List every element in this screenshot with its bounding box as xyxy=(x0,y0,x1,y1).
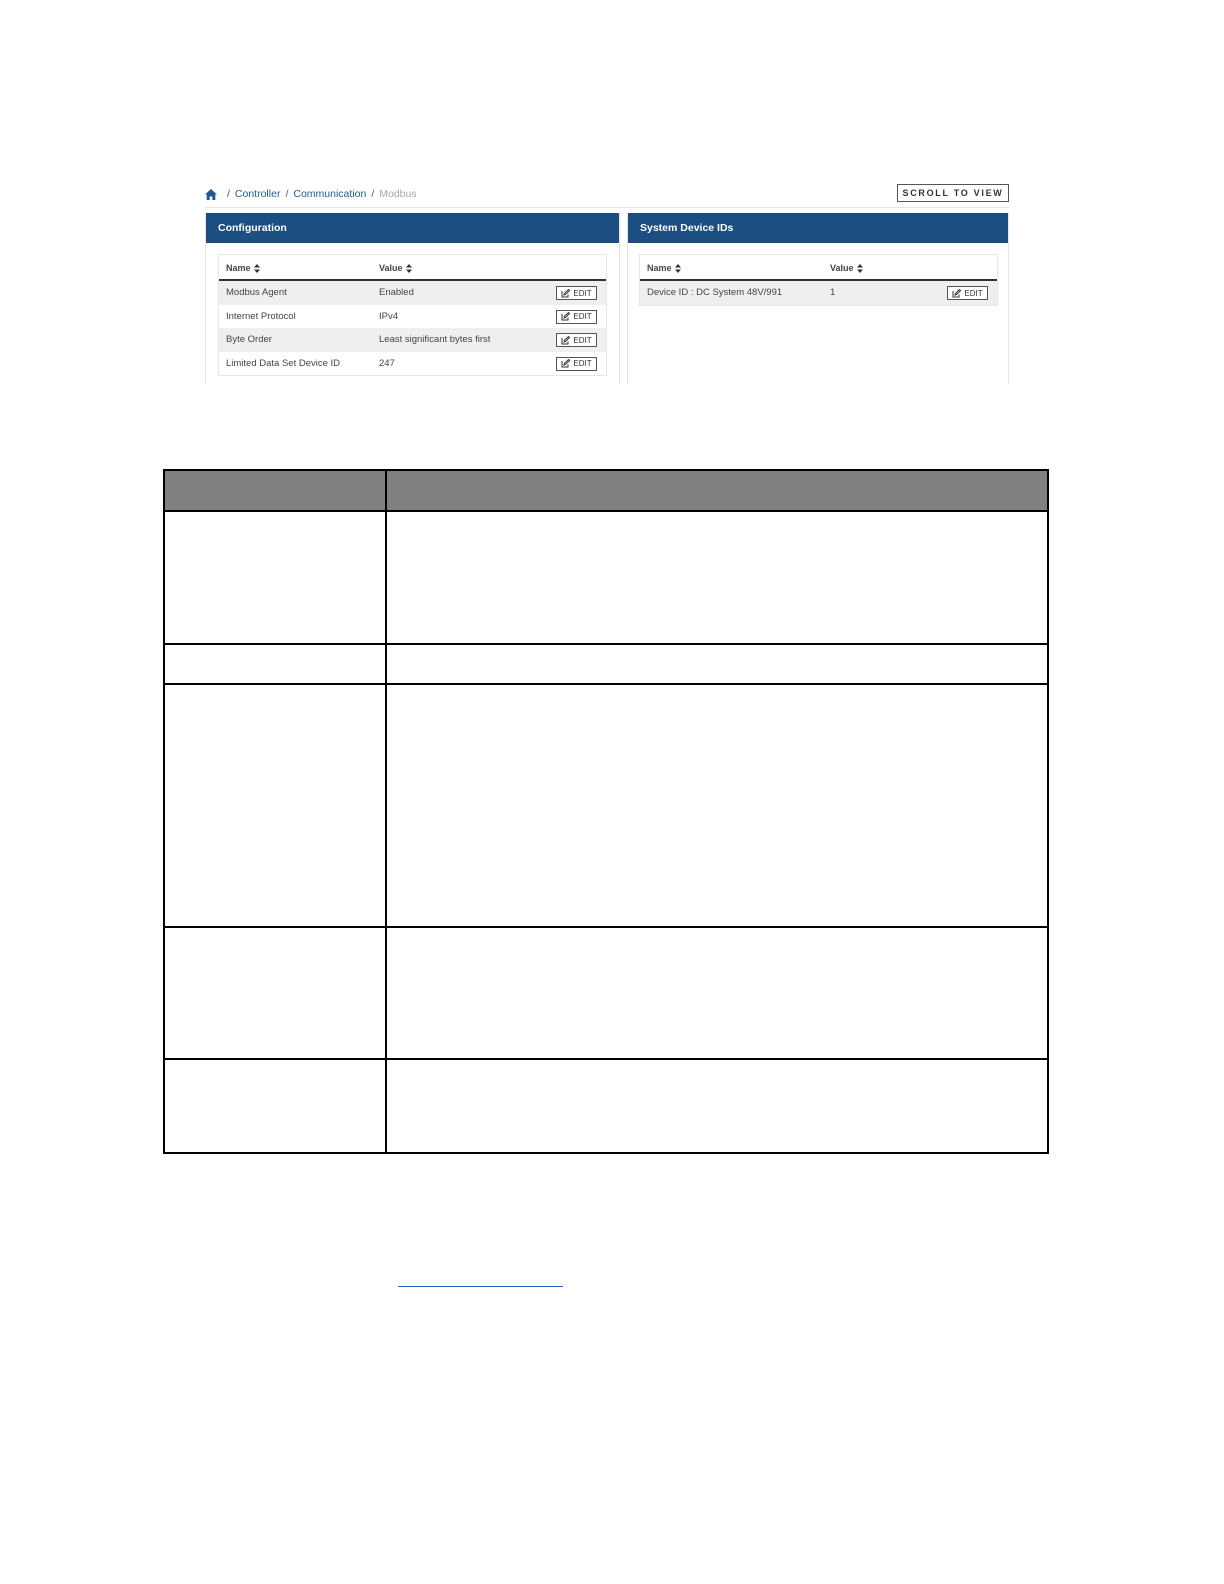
breadcrumb-link-communication[interactable]: Communication xyxy=(293,188,367,200)
edit-button[interactable] xyxy=(556,310,597,324)
table-row xyxy=(219,352,606,376)
row-divider xyxy=(165,1058,1047,1060)
scroll-to-view-button[interactable]: SCROLL TO VIEW xyxy=(897,184,1009,202)
breadcrumb-separator: / xyxy=(227,188,230,200)
edit-icon xyxy=(561,359,570,368)
hyperlink-underline[interactable] xyxy=(398,1286,563,1287)
column-header-value[interactable] xyxy=(379,263,412,273)
column-header-name-label: Name xyxy=(226,263,251,273)
edit-button-label: EDIT xyxy=(573,359,592,368)
edit-button-label: EDIT xyxy=(573,288,592,298)
column-header-name[interactable] xyxy=(226,263,260,273)
edit-button[interactable] xyxy=(947,286,988,300)
system-device-ids-table xyxy=(639,254,998,306)
table-row xyxy=(219,305,606,329)
row-name: Device ID : DC System 48V/991 xyxy=(647,287,783,298)
configuration-panel-title: Configuration xyxy=(206,213,619,243)
table-row xyxy=(219,328,606,352)
breadcrumb-bar xyxy=(205,183,1009,208)
edit-button[interactable] xyxy=(556,286,597,300)
row-value: Least significant bytes first xyxy=(379,334,491,345)
row-value: IPv4 xyxy=(379,310,399,322)
row-value: Enabled xyxy=(379,287,414,298)
edit-icon xyxy=(952,289,961,298)
breadcrumb-current: Modbus xyxy=(379,188,417,200)
sort-icon[interactable] xyxy=(675,264,681,273)
edit-button[interactable] xyxy=(556,357,597,371)
breadcrumb xyxy=(205,188,417,200)
system-device-ids-table-header xyxy=(640,255,997,281)
table-row xyxy=(640,281,997,305)
row-name: Modbus Agent xyxy=(226,287,287,298)
edit-icon xyxy=(561,336,570,345)
sort-icon[interactable] xyxy=(406,264,412,273)
edit-button-label: EDIT xyxy=(964,288,983,298)
row-divider xyxy=(165,643,1047,645)
column-header-name[interactable] xyxy=(647,263,681,273)
edit-icon xyxy=(561,289,570,298)
row-name: Byte Order xyxy=(226,334,272,345)
sort-icon[interactable] xyxy=(857,264,863,273)
row-divider xyxy=(165,683,1047,685)
column-header-name-label: Name xyxy=(647,263,672,273)
row-value: 1 xyxy=(830,287,836,298)
row-value: 247 xyxy=(379,357,395,369)
column-header-value-label: Value xyxy=(379,263,403,273)
edit-button-label: EDIT xyxy=(573,312,592,321)
edit-button[interactable] xyxy=(556,333,597,347)
edit-icon xyxy=(561,312,570,321)
sort-icon[interactable] xyxy=(254,264,260,273)
system-device-ids-panel xyxy=(627,213,1009,384)
column-header-value-label: Value xyxy=(830,263,854,273)
column-divider xyxy=(385,471,387,1152)
system-device-ids-panel-title: System Device IDs xyxy=(628,213,1008,243)
parameter-description-table xyxy=(163,469,1049,1154)
row-name: Internet Protocol xyxy=(226,310,296,322)
breadcrumb-separator: / xyxy=(371,188,375,200)
configuration-panel xyxy=(205,213,620,384)
table-row xyxy=(219,281,606,305)
home-icon[interactable] xyxy=(205,189,217,200)
row-name: Limited Data Set Device ID xyxy=(226,357,341,369)
table-header-row xyxy=(165,471,1047,512)
breadcrumb-link-controller[interactable]: Controller xyxy=(234,188,281,200)
configuration-table xyxy=(218,254,607,376)
edit-button-label: EDIT xyxy=(573,335,592,345)
column-header-value[interactable] xyxy=(830,263,863,273)
row-divider xyxy=(165,926,1047,928)
breadcrumb-separator: / xyxy=(285,188,289,200)
configuration-table-header xyxy=(219,255,606,281)
